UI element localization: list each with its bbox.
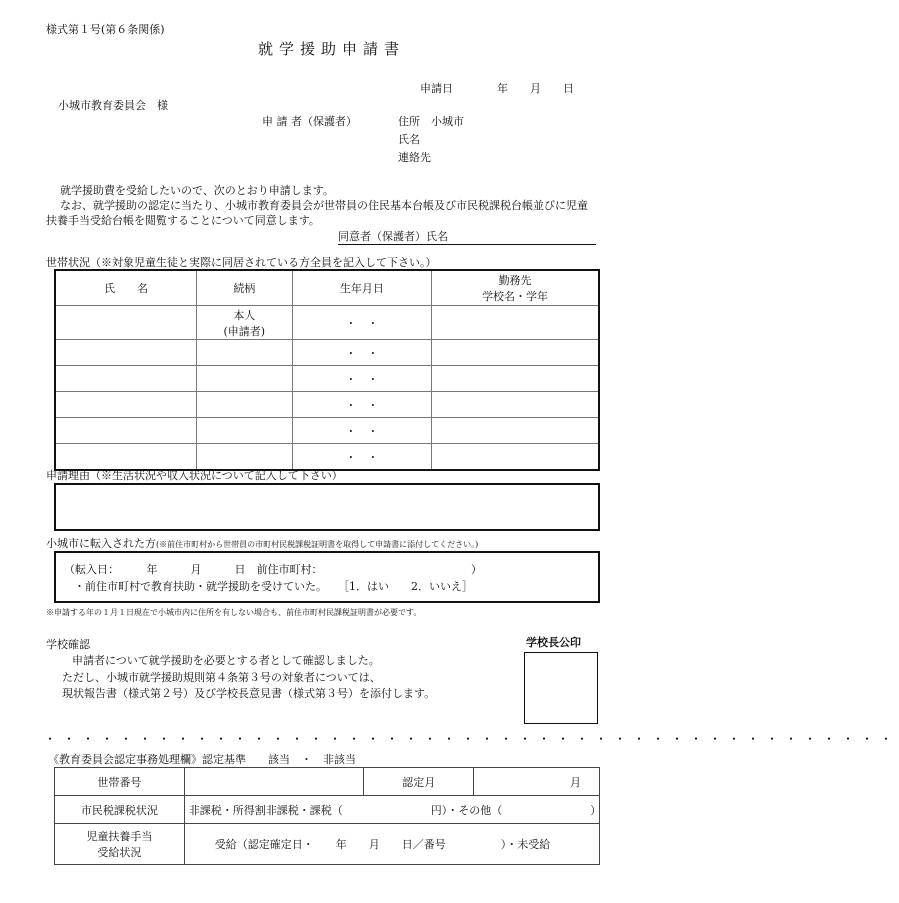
dob-cell[interactable]: ・ ・	[292, 340, 432, 366]
moved-box	[54, 551, 600, 603]
moved-caption-note: (※前住市町村から世帯員の市町村民税課税証明書を取得して申請書に添付してください。)	[156, 540, 479, 549]
body-line-1: 就学援助費を受給したいので、次のとおり申請します。	[60, 184, 334, 197]
workplace-cell[interactable]	[432, 444, 599, 471]
approval-month-value[interactable]: 月	[474, 768, 600, 796]
applicant-name: 氏名	[398, 133, 420, 146]
relation-cell: 本人 (申請者)	[197, 306, 293, 340]
move-in-date-line[interactable]: （転入日： 年 月 日 前住市町村： ）	[64, 563, 482, 576]
table-row	[55, 768, 600, 796]
consent-label: 同意者（保護者）氏名	[338, 230, 448, 243]
school-line-1: 申請者について就学援助を必要とする者として確認しました。	[72, 654, 380, 667]
dob-cell[interactable]: ・ ・	[292, 444, 432, 471]
workplace-cell[interactable]	[432, 418, 599, 444]
table-row	[55, 418, 599, 444]
household-caption: 世帯状況（※対象児童生徒と実際に同居されている方全員を記入して下さい。）	[46, 256, 437, 269]
household-number-label: 世帯番号	[55, 768, 185, 796]
relation-cell[interactable]	[197, 340, 293, 366]
dob-cell[interactable]: ・ ・	[292, 418, 432, 444]
relation-cell[interactable]	[197, 366, 293, 392]
table-row	[55, 796, 600, 824]
name-cell[interactable]	[55, 340, 197, 366]
workplace-cell[interactable]	[432, 366, 599, 392]
moved-note: ※申請する年の１月１日現在で小城市内に住所を有しない場合も、前住市町村民課税証明書が必要です。	[46, 608, 422, 617]
tax-status-options[interactable]: 非課税・所得割非課税・課税（ 円）・その他（ ）	[184, 796, 599, 824]
child-allowance-label: 児童扶養手当 受給状況	[55, 824, 185, 865]
reason-box[interactable]	[54, 483, 600, 531]
moved-caption: 小城市に転入された方(※前住市町村から世帯員の市町村民税課税証明書を取得して申請書に添付してください。)	[46, 537, 479, 550]
header-dob: 生年月日	[292, 270, 432, 306]
consent-signature[interactable]	[338, 228, 596, 245]
child-allowance-options[interactable]: 受給（認定確定日・ 年 月 日／番号 ）・未受給	[184, 824, 599, 865]
name-cell[interactable]	[55, 366, 197, 392]
school-line-2: ただし、小城市就学援助規則第４条第３号の対象者については、	[62, 671, 381, 684]
table-header-row	[55, 270, 599, 306]
header-workplace: 勤務先 学校名・学年	[432, 270, 599, 306]
applicant-address: 住所 小城市	[398, 115, 464, 128]
name-cell[interactable]	[55, 418, 197, 444]
admin-table	[54, 767, 600, 865]
previous-aid-question[interactable]: ・前住市町村で教育扶助・就学援助を受けていた。 ［1．はい 2．いいえ］	[74, 580, 473, 593]
relation-cell[interactable]	[197, 392, 293, 418]
household-number-value[interactable]	[184, 768, 364, 796]
table-row	[55, 340, 599, 366]
applicant-label: 申 請 者（保護者）	[262, 115, 357, 128]
workplace-cell[interactable]	[432, 392, 599, 418]
application-date: 申請日 年 月 日	[420, 82, 574, 95]
body-line-3: 扶養手当受給台帳を閲覧することについて同意します。	[46, 214, 320, 227]
approval-month-label: 認定月	[364, 768, 474, 796]
dob-cell[interactable]: ・ ・	[292, 366, 432, 392]
table-row	[55, 824, 600, 865]
applicant-contact: 連絡先	[398, 151, 431, 164]
page-title: 就学援助申請書	[258, 40, 406, 58]
tax-status-label: 市民税課税状況	[55, 796, 185, 824]
addressee: 小城市教育委員会 様	[58, 99, 168, 112]
principal-seal-box	[524, 652, 598, 724]
reason-caption: 申請理由（※生活状況や収入状況について記入して下さい）	[46, 469, 343, 482]
admin-caption: 《教育委員会認定事務処理欄》認定基準 該当 ・ 非該当	[48, 753, 356, 766]
school-caption: 学校確認	[46, 638, 90, 651]
table-row	[55, 392, 599, 418]
dob-cell[interactable]: ・ ・	[292, 306, 432, 340]
header-relation: 続柄	[197, 270, 293, 306]
table-row	[55, 306, 599, 340]
dotted-separator: ・・・・・・・・・・・・・・・・・・・・・・・・・・・・・・・・・・・・・・・・・・・・・	[44, 732, 899, 746]
table-row	[55, 366, 599, 392]
workplace-cell[interactable]	[432, 340, 599, 366]
header-name: 氏 名	[55, 270, 197, 306]
relation-cell[interactable]	[197, 418, 293, 444]
workplace-cell[interactable]	[432, 306, 599, 340]
school-line-3: 現状報告書（様式第２号）及び学校長意見書（様式第３号）を添付します。	[62, 687, 436, 700]
seal-label: 学校長公印	[526, 636, 581, 649]
form-number: 様式第１号(第６条関係)	[46, 23, 165, 36]
body-line-2: なお、就学援助の認定に当たり、小城市教育委員会が世帯員の住民基本台帳及び市民税課税台帳並びに児童	[60, 199, 588, 212]
name-cell[interactable]	[55, 306, 197, 340]
dob-cell[interactable]: ・ ・	[292, 392, 432, 418]
household-table	[54, 269, 600, 471]
name-cell[interactable]	[55, 392, 197, 418]
